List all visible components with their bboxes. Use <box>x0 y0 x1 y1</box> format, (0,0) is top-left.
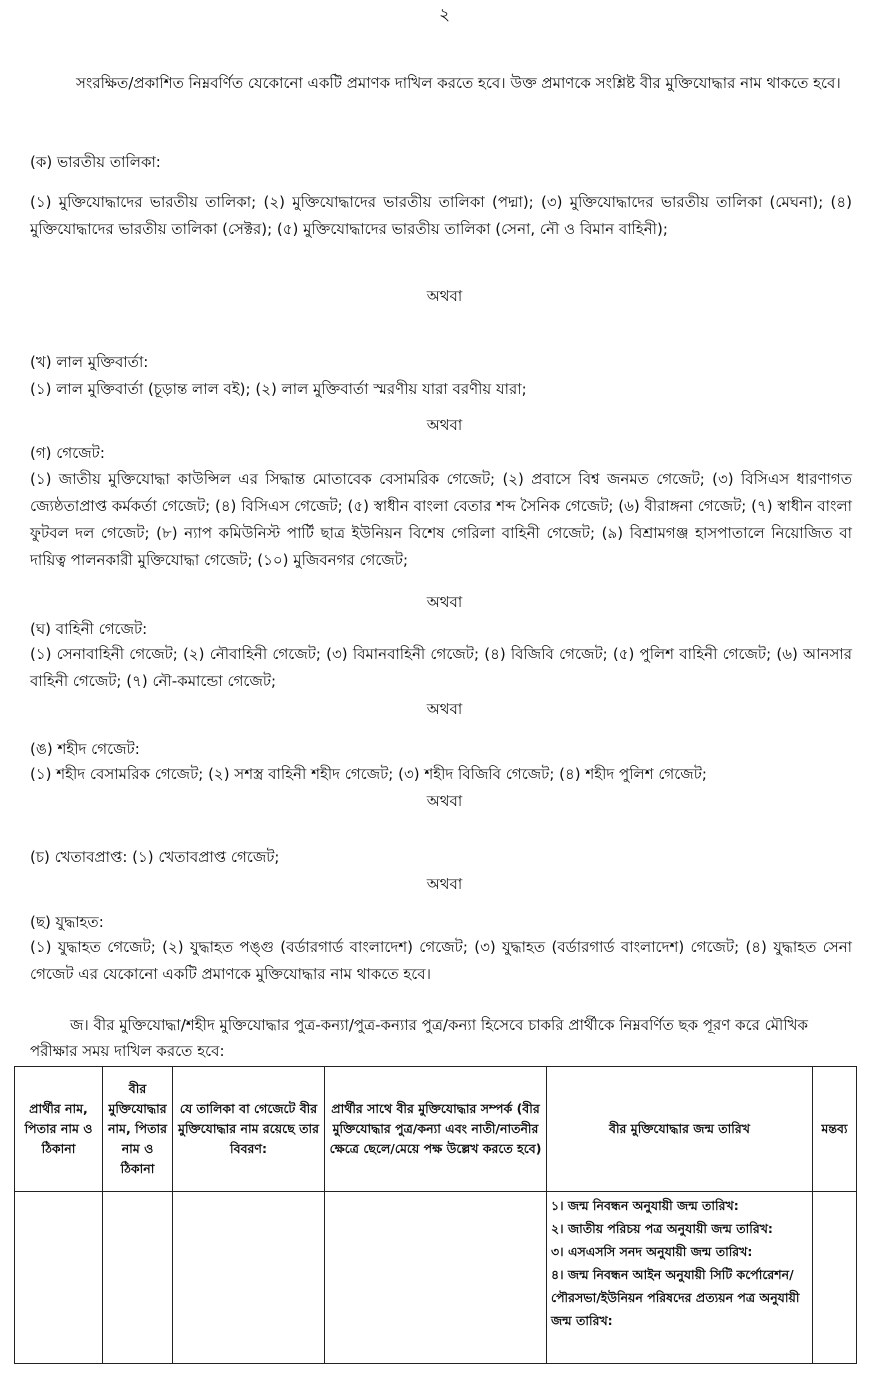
cell-candidate-name[interactable] <box>15 1192 103 1364</box>
section-chha-heading: (ছ) যুদ্ধাহত: <box>30 913 104 931</box>
header-candidate-name: প্রার্থীর নাম, পিতার নাম ও ঠিকানা <box>15 1067 103 1192</box>
section-chha-items: (১) যুদ্ধাহত গেজেট; (২) যুদ্ধাহত পঙ্গু (বর্ডারগার্ড বাংলাদেশ) গেজেট; (৩) যুদ্ধাহত (বর্ডারগার্ড বাংলাদেশ) গেজেট; (৪) যুদ্ধাহত সেনা গেজেট এর যেকোনো একটি প্রমাণকে মুক্তিযোদ্ধার নাম থাকতে হবে। <box>30 938 852 983</box>
or-separator-3: অথবা <box>426 593 463 611</box>
cell-relationship[interactable] <box>325 1192 547 1364</box>
section-kha-heading: (খ) লাল মুক্তিবার্তা: <box>30 353 149 371</box>
header-gazette-details: যে তালিকা বা গেজেটে বীর মুক্তিযোদ্ধার নাম রয়েছে তার বিবরণ: <box>173 1067 325 1192</box>
header-date-of-birth: বীর মুক্তিযোদ্ধার জন্ম তারিখ <box>547 1067 813 1192</box>
candidate-form-table <box>14 1066 857 1364</box>
cell-date-of-birth[interactable] <box>547 1192 813 1364</box>
or-separator-6: অথবা <box>426 875 463 893</box>
cell-remarks[interactable] <box>813 1192 857 1364</box>
or-separator-1: অথবা <box>426 287 463 305</box>
section-jha-paragraph: জ। বীর মুক্তিযোদ্ধা/শহীদ মুক্তিযোদ্ধার পুত্র-কন্যা/পুত্র-কন্যার পুত্র/কন্যা হিসেবে চাকরি প্রার্থীকে নিম্নবর্ণিত ছক পূরণ করে মৌখিক পরীক্ষার সময় দাখিল করতে হবে: <box>30 1016 808 1060</box>
section-ka-items: (১) মুক্তিযোদ্ধাদের ভারতীয় তালিকা; (২) মুক্তিযোদ্ধাদের ভারতীয় তালিকা (পদ্মা); (৩) মুক্তিযোদ্ধাদের ভারতীয় তালিকা (মেঘনা); (৪) মুক্তিযোদ্ধাদের ভারতীয় তালিকা (সেক্টর); (৫) মুক্তিযোদ্ধাদের ভারতীয় তালিকা (সেনা, নৌ ও বিমান বাহিনী); <box>30 193 852 238</box>
section-cha-heading: (চ) খেতাবপ্রাপ্ত: (১) খেতাবপ্রাপ্ত গেজেট; <box>30 848 280 866</box>
dob-item-national-id: ২। জাতীয় পরিচয় পত্র অনুযায়ী জন্ম তারিখ: <box>551 1221 773 1236</box>
intro-paragraph: সংরক্ষিত/প্রকাশিত নিম্নবর্ণিত যেকোনো একটি প্রমাণক দাখিল করতে হবে। উক্ত প্রমাণকে সংশ্লিষ্ট বীর মুক্তিযোদ্ধার নাম থাকতে হবে। <box>76 74 841 92</box>
table-header-row <box>15 1067 857 1192</box>
dob-item-ssc-certificate: ৩। এসএসসি সনদ অনুযায়ী জন্ম তারিখ: <box>551 1244 753 1259</box>
section-ga-items: (১) জাতীয় মুক্তিযোদ্ধা কাউন্সিল এর সিদ্ধান্ত মোতাবেক বেসামরিক গেজেট; (২) প্রবাসে বিশ্ব জনমত গেজেট; (৩) বিসিএস ধারণাগত জ্যেষ্ঠতাপ্রাপ্ত কর্মকর্তা গেজেট; (৪) বিসিএস গেজেট; (৫) স্বাধীন বাংলা বেতার শব্দ সৈনিক গেজেট; (৬) বীরাঙ্গনা গেজেট; (৭) স্বাধীন বাংলা ফুটবল দল গেজেট; (৮) ন্যাপ কমিউনিস্ট পার্টি ছাত্র ইউনিয়ন বিশেষ গেরিলা বাহিনী গেজেট; (৯) বিশ্রামগঞ্জ হাসপাতালে নিয়োজিত বা দায়িত্ব পালনকারী মুক্তিযোদ্ধা গেজেট; (১০) মুজিবনগর গেজেট; <box>30 470 852 569</box>
header-relationship: প্রার্থীর সাথে বীর মুক্তিযোদ্ধার সম্পর্ক (বীর মুক্তিযোদ্ধার পুত্র/কন্যা এবং নাতী/নাতনীর ক্ষেত্রে ছেলে/মেয়ে পক্ষ উল্লেখ করতে হবে) <box>325 1067 547 1192</box>
dob-item-local-certificate: ৪। জন্ম নিবন্ধন আইন অনুযায়ী সিটি কর্পোরেশন/পৌরসভা/ইউনিয়ন পরিষদের প্রত্যয়ন পত্র অনুযায়ী জন্ম তারিখ: <box>551 1267 800 1328</box>
or-separator-4: অথবা <box>426 700 463 718</box>
or-separator-2: অথবা <box>426 416 463 434</box>
page-number: ২ <box>438 5 451 25</box>
header-freedom-fighter-name: বীর মুক্তিযোদ্ধার নাম, পিতার নাম ও ঠিকানা <box>103 1067 173 1192</box>
header-remarks: মন্তব্য <box>813 1067 857 1192</box>
table-row <box>15 1192 857 1364</box>
section-gha-items: (১) সেনাবাহিনী গেজেট; (২) নৌবাহিনী গেজেট; (৩) বিমানবাহিনী গেজেট; (৪) বিজিবি গেজেট; (৫) পুলিশ বাহিনী গেজেট; (৬) আনসার বাহিনী গেজেট; (৭) নৌ-কমান্ডো গেজেট; <box>30 645 852 690</box>
cell-gazette-details[interactable] <box>173 1192 325 1364</box>
section-uma-items: (১) শহীদ বেসামরিক গেজেট; (২) সশস্ত্র বাহিনী শহীদ গেজেট; (৩) শহীদ বিজিবি গেজেট; (৪) শহীদ পুলিশ গেজেট; <box>30 765 707 783</box>
section-gha-heading: (ঘ) বাহিনী গেজেট: <box>30 620 148 638</box>
section-uma-heading: (ঙ) শহীদ গেজেট: <box>30 740 140 758</box>
dob-item-birth-registration: ১। জন্ম নিবন্ধন অনুযায়ী জন্ম তারিখ: <box>551 1198 739 1213</box>
section-ka-heading: (ক) ভারতীয় তালিকা: <box>30 153 161 171</box>
or-separator-5: অথবা <box>426 792 463 810</box>
section-kha-items: (১) লাল মুক্তিবার্তা (চূড়ান্ত লাল বই); (২) লাল মুক্তিবার্তা স্মরণীয় যারা বরণীয় যারা; <box>30 380 527 398</box>
section-ga-heading: (গ) গেজেট: <box>30 444 105 462</box>
cell-freedom-fighter-name[interactable] <box>103 1192 173 1364</box>
